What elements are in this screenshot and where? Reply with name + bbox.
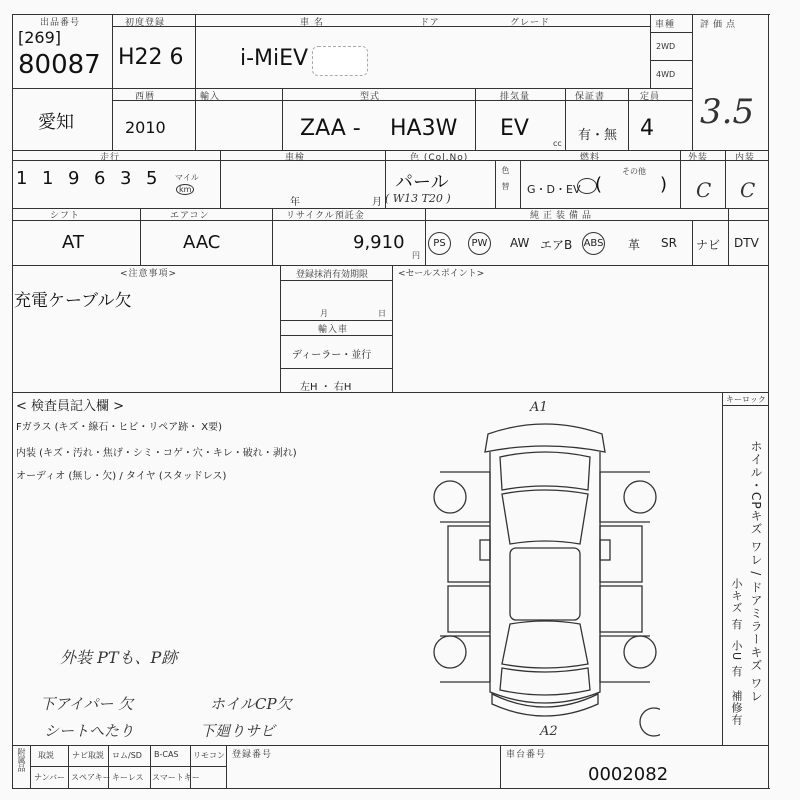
equipment-row: [428, 232, 768, 260]
exterior-grade: C: [696, 178, 712, 202]
equipment-ps: PS: [428, 232, 451, 255]
mileage-digit: 6: [94, 168, 106, 189]
wheel-front-left: [434, 481, 466, 513]
color-label: 色 (Col.No): [410, 153, 469, 163]
shift: AT: [62, 232, 84, 253]
wheel-rear-right: [624, 636, 656, 668]
mileage-label: 走行: [100, 153, 121, 163]
capacity: 4: [640, 116, 654, 141]
first-registration-label: 初度登録: [125, 18, 166, 28]
damage-legend-repaired: 補修有: [730, 690, 743, 726]
exterior-label: 外装: [688, 153, 709, 163]
item-bcas: B-CAS: [154, 750, 179, 759]
dealer-parallel: ディーラー・並行: [292, 350, 372, 361]
mileage-unit-alt: マイル: [175, 173, 199, 182]
item-spare-key: スペアキー: [71, 773, 111, 782]
year: 2010: [125, 118, 166, 137]
damage-mark-a1: A1: [530, 400, 548, 415]
equipment-label: 純正装備品: [530, 211, 596, 221]
region: 愛知: [38, 112, 74, 133]
damage-legend-small-dent: 小U 有: [730, 640, 743, 678]
item-remote: リモコン: [193, 751, 225, 760]
wheel-front-right: [624, 481, 656, 513]
interior-label: 内装: [735, 153, 756, 163]
mileage-digit: 3: [120, 168, 132, 189]
displacement-label: 排気量: [500, 92, 531, 102]
sales-point-label: <セールスポイント>: [398, 269, 485, 279]
equipment-dtv: DTV: [734, 236, 759, 250]
inspection-date-label: 車検: [285, 153, 306, 163]
drive-2wd: 2WD: [656, 42, 676, 51]
mileage-unit: km: [176, 184, 194, 195]
color: パール: [395, 172, 449, 193]
inspection-line-audio: オーディオ (無し・欠) / タイヤ (スタッドレス): [16, 471, 227, 482]
door-front-left: [448, 526, 490, 582]
steering-side: 左H ・ 右H: [300, 382, 352, 393]
registration-number-label: 登録番号: [232, 750, 273, 760]
inspection-title: < 検査員記入欄 >: [16, 399, 125, 414]
fuel-selected-circle: [577, 178, 597, 194]
shift-label: シフト: [50, 211, 81, 221]
front-bumper-outline: [485, 424, 605, 452]
inspection-line-glass: Fガラス (キズ・線石・ヒビ・リペア跡・ X要): [16, 422, 223, 433]
key-lock-label: キーロック: [726, 395, 766, 404]
lot-box: [269]: [18, 28, 62, 47]
mileage-digit: 5: [146, 168, 158, 189]
drive-label: 車種: [655, 20, 676, 30]
recycle-label: リサイクル預託金: [286, 211, 365, 221]
score-label: 評価点: [700, 20, 740, 30]
warranty-label: 保証書: [575, 92, 606, 102]
door-label: ドア: [420, 18, 440, 28]
item-manual: 取説: [38, 751, 54, 760]
handwritten-note-wiper: 下アイパー 欠: [40, 695, 134, 713]
capacity-label: 定員: [640, 92, 661, 102]
car-damage-diagram: [430, 402, 660, 742]
equipment-aw: AW: [510, 236, 530, 250]
item-smart-key: スマートキー: [152, 773, 200, 782]
fuel-label: 燃料: [580, 153, 601, 163]
first-registration: H22 6: [118, 45, 184, 70]
wheel-rear-left: [434, 636, 466, 668]
grade-label: グレード: [510, 18, 551, 28]
spare-tire: [640, 708, 660, 736]
mirror-left: [480, 540, 490, 560]
displacement: EV: [500, 116, 529, 141]
mirror-right: [600, 540, 610, 560]
damage-mark-a2: A2: [540, 724, 558, 739]
door-rear-left: [448, 586, 490, 632]
handwritten-note-exterior: 外装 PTも、P跡: [60, 648, 178, 667]
month-unit: 月: [372, 197, 382, 208]
fender-front-left: [440, 472, 490, 522]
expiry-label: 登録抹消有効期限: [296, 270, 369, 280]
car-name: i-MiEV: [240, 46, 309, 71]
mileage-digit: 1: [42, 168, 54, 189]
fuel: G・D・EV: [527, 183, 581, 196]
color-code: ( W13 T20 ): [385, 192, 451, 205]
damage-legend-small-scratch: 小キズ 有: [730, 578, 743, 631]
equipment-abs: ABS: [582, 232, 605, 255]
equipment-pw: PW: [468, 232, 491, 255]
notes: 充電ケーブル欠: [14, 291, 132, 311]
expiry-day: 日: [378, 309, 386, 318]
equipment-sr: SR: [661, 236, 677, 250]
hood-outline: [500, 452, 590, 490]
roof-outline: [510, 548, 580, 620]
item-number-plate: ナンバー: [34, 773, 66, 782]
item-navi-manual: ナビ取説: [72, 751, 104, 760]
equipment-leather: 革: [628, 238, 641, 252]
model-prefix: ZAA -: [300, 116, 361, 141]
door-front-right: [600, 526, 642, 582]
mileage-digit: 9: [68, 168, 80, 189]
handwritten-note-underbody: 下廻りサビ: [200, 722, 276, 740]
import-route-label: 輸入車: [318, 325, 349, 335]
handwritten-note-seat: シートへたり: [44, 722, 135, 740]
expiry-month: 月: [320, 309, 328, 318]
chassis-number-label: 車台番号: [506, 750, 547, 760]
rear-bumper-outline: [492, 694, 598, 716]
color-swap-label: 色替: [501, 166, 510, 198]
damage-legend: ホイル・CPキズ ワレ / ドアミラーキズ ワレ: [749, 440, 763, 703]
warranty: 有・無: [578, 128, 618, 143]
lot-number-label: 出品番号: [40, 18, 81, 28]
year-label: 西暦: [135, 92, 156, 102]
inspection-line-interior: 内装 (キズ・汚れ・焦げ・シミ・コゲ・穴・キレ・破れ・剥れ): [16, 448, 297, 459]
item-keyless: キーレス: [112, 773, 144, 782]
model-label: 型式: [360, 92, 381, 102]
model: HA3W: [390, 116, 458, 141]
windshield-outline: [502, 490, 588, 544]
cc-unit: cc: [553, 139, 562, 148]
mileage-digits: [16, 168, 168, 189]
fender-front-right: [600, 472, 650, 522]
door-rear-right: [600, 586, 642, 632]
handwritten-note-wheel-cap: ホイルCP欠: [210, 695, 292, 713]
fuel-other-label: その他: [622, 167, 646, 176]
lot-number: 80087: [18, 50, 101, 80]
chassis-number: 0002082: [588, 764, 669, 785]
score: 3.5: [700, 92, 755, 132]
item-rom-sd: ロム/SD: [112, 751, 142, 760]
mileage-digit: 1: [16, 168, 28, 189]
redaction-box: [312, 46, 368, 76]
trunk-outline: [500, 668, 590, 695]
equipment-airbag: エアB: [540, 238, 573, 252]
notes-label: <注意事項>: [120, 269, 178, 279]
ac: AAC: [183, 232, 221, 253]
import-label: 輸入: [200, 92, 221, 102]
recycle-fee: 9,910: [353, 232, 405, 253]
equipment-navi: ナビ: [696, 238, 721, 252]
year-unit: 年: [290, 197, 300, 208]
rear-window-outline: [502, 621, 588, 668]
interior-grade: C: [740, 178, 756, 202]
car-name-label: 車 名: [300, 18, 324, 28]
drive-4wd: 4WD: [656, 70, 676, 79]
ac-label: エアコン: [170, 211, 210, 221]
yen-unit: 円: [412, 251, 420, 260]
